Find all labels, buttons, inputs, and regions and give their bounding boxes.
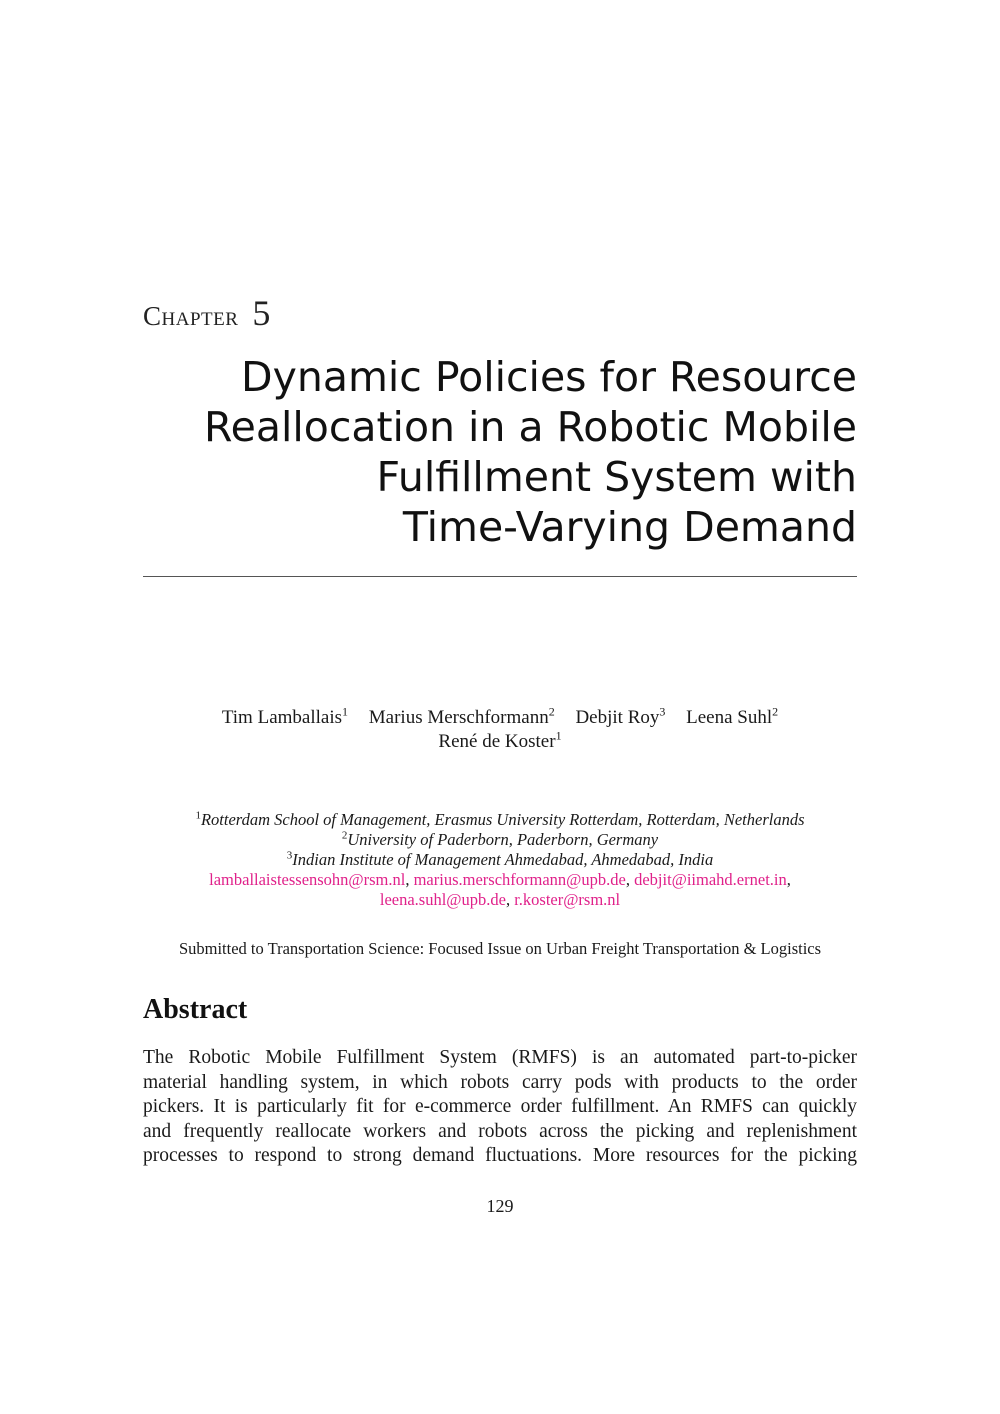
submission-note: Submitted to Transportation Science: Focused Issue on Urban Freight Transportation & Logistics — [178, 939, 822, 958]
author: Debjit Roy$^3$ — [575, 704, 666, 728]
page-number: 129 — [486, 1196, 514, 1216]
chapter-word: Chapter — [143, 301, 239, 331]
affiliation-block — [143, 810, 857, 910]
author-list — [143, 706, 857, 754]
title-line: Time-Varying Demand — [402, 503, 857, 551]
email-row: lamballaistessensohn@rsm.nl, marius.merschformann@upb.de, debjit@iimahd.ernet.in, — [209, 870, 791, 889]
abstract-line: pickers. It is particularly fit for e-commerce order fulfillment. An RMFS can quickly — [143, 1096, 857, 1117]
author-row — [143, 730, 857, 754]
author: Tim Lamballais$^1$ — [221, 704, 349, 728]
affiliation: $^2$University of Paderborn, Paderborn, Germany — [341, 829, 659, 849]
abstract-line: The Robotic Mobile Fulfillment System (RMFS) is an automated part-to-picker — [143, 1047, 857, 1068]
title-line: Dynamic Policies for Resource — [241, 353, 857, 401]
title-divider — [143, 576, 857, 577]
author-row — [143, 706, 857, 730]
author: René de Koster$^1$ — [438, 728, 562, 752]
abstract-line: material handling system, in which robots carry pods with products to the order — [143, 1071, 857, 1093]
abstract-heading: Abstract — [143, 994, 248, 1025]
abstract-line: processes to respond to strong demand fluctuations. More resources for the picking — [143, 1145, 857, 1166]
title-line: Fulfillment System with — [376, 453, 857, 501]
chapter-number: 5 — [252, 293, 271, 333]
email-link[interactable]: lamballaistessensohn@rsm.nl — [209, 870, 406, 889]
chapter-label — [143, 292, 271, 334]
abstract-line: and frequently reallocate workers and robots across the picking and replenishment — [143, 1120, 857, 1142]
email-row: leena.suhl@upb.de, r.koster@rsm.nl — [379, 890, 621, 909]
email-link[interactable]: r.koster@rsm.nl — [514, 890, 621, 909]
author: Marius Merschformann$^2$ — [368, 704, 555, 728]
abstract-body — [143, 1046, 857, 1169]
title-line: Reallocation in a Robotic Mobile — [203, 403, 857, 451]
affiliation: $^3$Indian Institute of Management Ahmedabad, Ahmedabad, India — [286, 849, 714, 869]
email-link[interactable]: leena.suhl@upb.de — [379, 890, 506, 909]
chapter-title — [143, 352, 857, 552]
author: Leena Suhl$^2$ — [686, 704, 779, 728]
email-link[interactable]: marius.merschformann@upb.de — [413, 870, 626, 889]
email-link[interactable]: debjit@iimahd.ernet.in — [634, 870, 787, 889]
affiliation: $^1$Rotterdam School of Management, Erasmus University Rotterdam, Rotterdam, Netherlands — [195, 809, 805, 829]
